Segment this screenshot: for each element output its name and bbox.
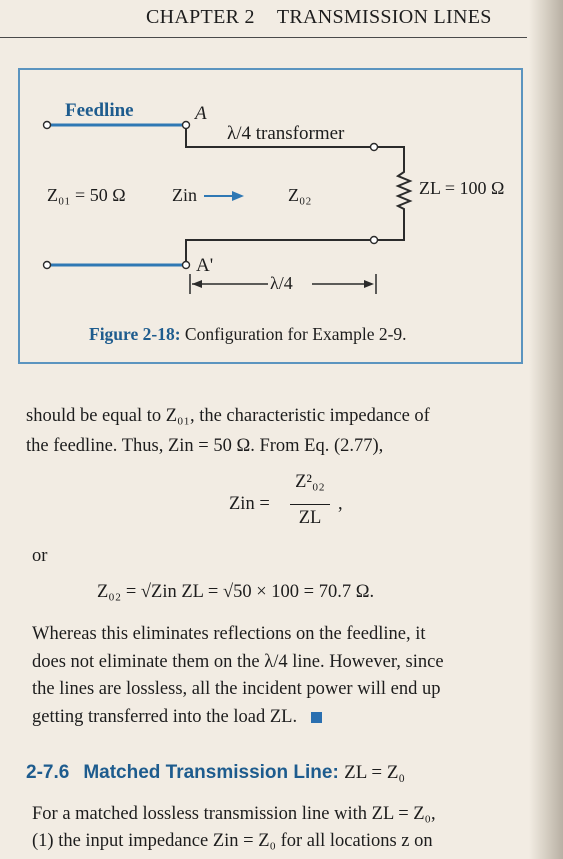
or-text: or [32, 546, 48, 566]
z01-label: Z₀₁ = 50 Ω [47, 185, 126, 205]
terminal-left-bottom [44, 262, 51, 269]
equation-1-denominator: ZL [298, 508, 322, 528]
figure-caption [89, 324, 407, 345]
equation-1-numerator: Z²₀₂ [295, 472, 325, 492]
zl-label: ZL = 100 Ω [419, 178, 505, 198]
section-title: Matched Transmission Line: [83, 762, 339, 783]
zin-arrowhead-icon [232, 191, 244, 201]
paragraph-2-line-1: Whereas this eliminates reflections on the feedline, it [32, 624, 426, 644]
feedline-label: Feedline [65, 100, 134, 121]
terminal-load-top [371, 144, 378, 151]
header-rule [0, 37, 527, 38]
length-arrow-right-icon [364, 280, 374, 288]
section-heading [26, 762, 405, 784]
terminal-a-prime-label: A' [196, 255, 214, 276]
terminal-a-prime [183, 262, 190, 269]
length-arrow-left-icon [192, 280, 202, 288]
equation-2: Z₀₂ = √Zin ZL = √50 × 100 = 70.7 Ω. [97, 582, 375, 602]
equation-1-lhs: Zin = [229, 494, 270, 514]
paragraph-3-line-2: (1) the input impedance Zin = Z₀ for all locations z on [32, 831, 433, 851]
terminal-load-bottom [371, 237, 378, 244]
end-of-example-icon [311, 712, 322, 723]
z02-label: Z₀₂ [288, 185, 312, 205]
length-label: λ/4 [270, 273, 293, 293]
paragraph-2-line-3: the lines are lossless, all the incident power will end up [32, 679, 441, 699]
caption-label: Figure 2-18: [89, 324, 181, 344]
terminal-a-label: A [195, 103, 207, 124]
terminal-left-top [44, 122, 51, 129]
caption-text: Configuration for Example 2-9. [184, 324, 407, 344]
section-condition: ZL = Z₀ [344, 762, 406, 783]
zin-label: Zin [172, 185, 197, 205]
paragraph-2-line-4 [32, 705, 322, 729]
paragraph-1-line-1: should be equal to Z₀₁, the characteristic impedance of [26, 406, 430, 426]
chapter-title: TRANSMISSION LINES [276, 6, 492, 28]
chapter-label: CHAPTER 2 [146, 6, 255, 28]
page-spine-shadow [529, 0, 563, 859]
paragraph-1-line-2: the feedline. Thus, Zin = 50 Ω. From Eq. (2.77), [26, 436, 384, 456]
transformer-label: λ/4 transformer [227, 123, 345, 144]
section-number: 2-7.6 [26, 762, 70, 783]
terminal-a [183, 122, 190, 129]
paragraph-2-line-4-text: getting transferred into the load ZL. [32, 707, 298, 727]
load-resistor-icon [398, 169, 410, 211]
paragraph-2-line-2: does not eliminate them on the λ/4 line. However, since [32, 652, 444, 672]
equation-1-fraction-bar [290, 504, 330, 505]
equation-1-comma: , [338, 494, 343, 514]
running-header [146, 6, 492, 29]
paragraph-3-line-1: For a matched lossless transmission line with ZL = Z₀, [32, 804, 436, 824]
